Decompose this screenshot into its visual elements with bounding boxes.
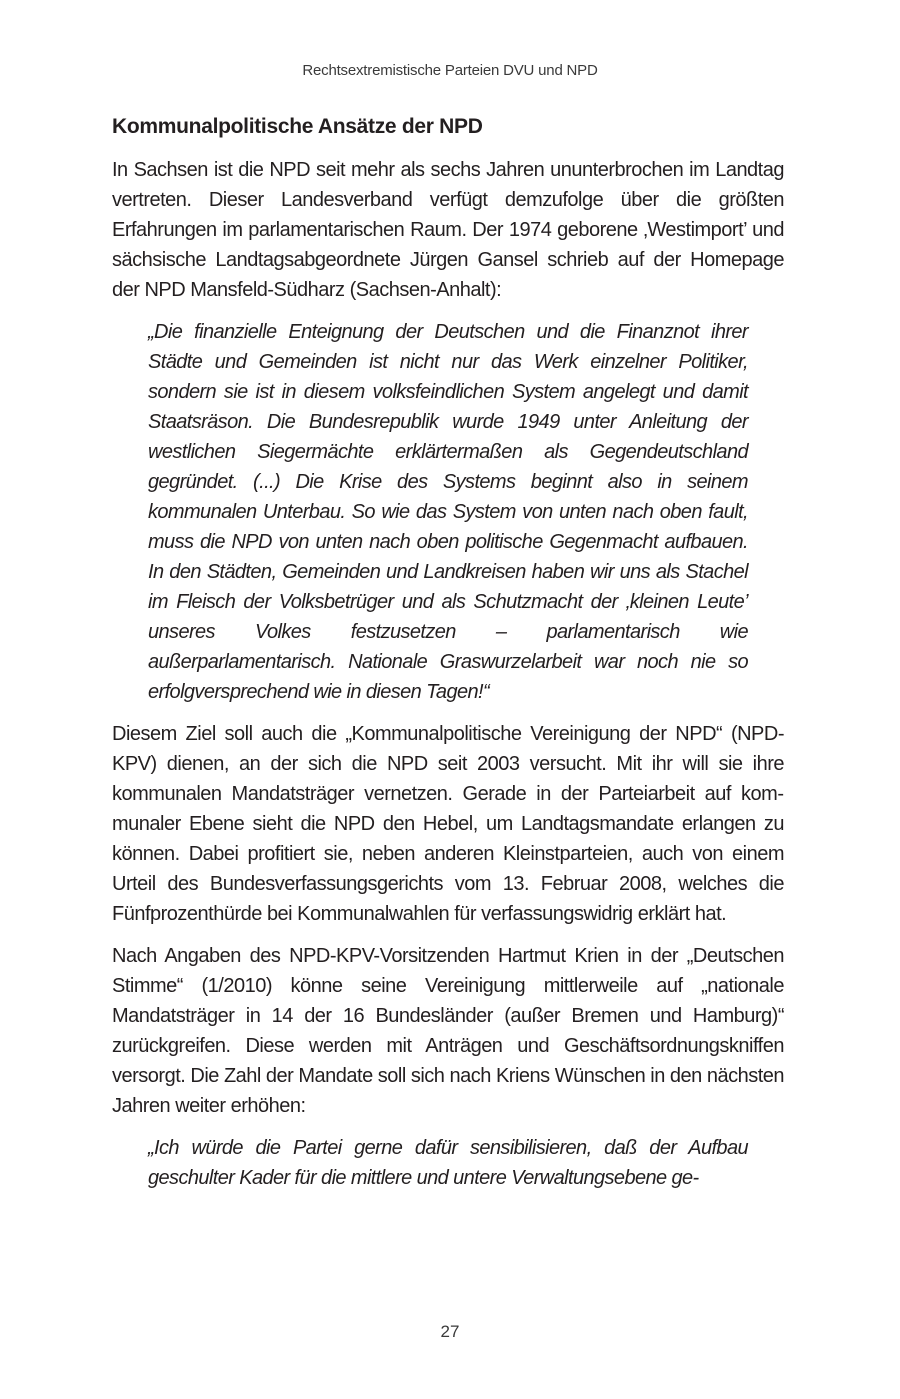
block-quote-1: „Die finanzielle Enteignung der Deutschen und die Finanznot ihrer Städte und Gemeinden ist nicht nur das Werk einzelner Politiker, sondern sie ist in diesem volksfeindlichen System angelegt und damit Staatsräson. Die Bundesrepublik wurde 1949 unter Anleitung der westlichen Siegermächte erklärtermaßen als Gegendeutschland gegründet. (...) Die Krise des Systems beginnt also in seinem kommunalen Unterbau. So wie das System von unten nach oben fault, muss die NPD von unten nach oben politische Gegenmacht aufbauen. In den Städten, Gemeinden und Landkreisen haben wir uns als Stachel im Fleisch der Volksbetrüger und als Schutzmacht der ‚kleinen Leute’ unseres Volkes festzusetzen – parlamentarisch wie außerparlamentarisch. Nationale Graswurzelarbeit war noch nie so erfolgversprechend wie in diesen Tagen!“: [148, 321, 748, 703]
body-paragraph-2: Diesem Ziel soll auch die „Kommunalpolitische Vereinigung der NPD“ (NPD-KPV) dienen, an der sich die NPD seit 2003 versucht. Mit ihr will sie ihre kommunalen Mandatsträger vernetzen. Gerade in der Parteiarbeit auf kommunaler Ebene sieht die NPD den Hebel, um Landtagsmandate erlangen zu können. Dabei profitiert sie, neben anderen Kleinstparteien, auch von einem Urteil des Bundesverfassungsgerichts vom 13. Februar 2008, welches die Fünfprozenthürde bei Kommunalwahlen für verfassungswidrig erklärt hat.: [112, 723, 784, 925]
block-quote-2: „Ich würde die Partei gerne dafür sensibilisieren, daß der Aufbau geschulter Kader für die mittlere und untere Verwaltungsebene ge-: [148, 1137, 748, 1189]
running-header: Rechtsextremistische Parteien DVU und NPD: [302, 62, 598, 79]
body-paragraph-3: Nach Angaben des NPD-KPV-Vorsitzenden Hartmut Krien in der „Deutschen Stimme“ (1/2010) könne seine Vereinigung mittlerweile auf „nationale Mandatsträger in 14 der 16 Bundesländer (außer Bremen und Hamburg)“ zurückgreifen. Diese werden mit Anträgen und Geschäftsordnungskniffen versorgt. Die Zahl der Mandate soll sich nach Kriens Wünschen in den nächsten Jahren weiter erhöhen:: [112, 945, 784, 1117]
page-number: 27: [440, 1322, 460, 1341]
body-paragraph-1: In Sachsen ist die NPD seit mehr als sechs Jahren ununterbrochen im Landtag vertreten. Dieser Landesverband verfügt demzufolge über die größten Erfahrungen im parlamentarischen Raum. Der 1974 geborene ‚Westimport’ und sächsische Landtagsabgeordnete Jürgen Gansel schrieb auf der Homepage der NPD Mansfeld-Südharz (Sachsen-Anhalt):: [112, 159, 784, 301]
section-heading: Kommunalpolitische Ansätze der NPD: [112, 115, 483, 138]
page-content: [112, 112, 784, 1205]
